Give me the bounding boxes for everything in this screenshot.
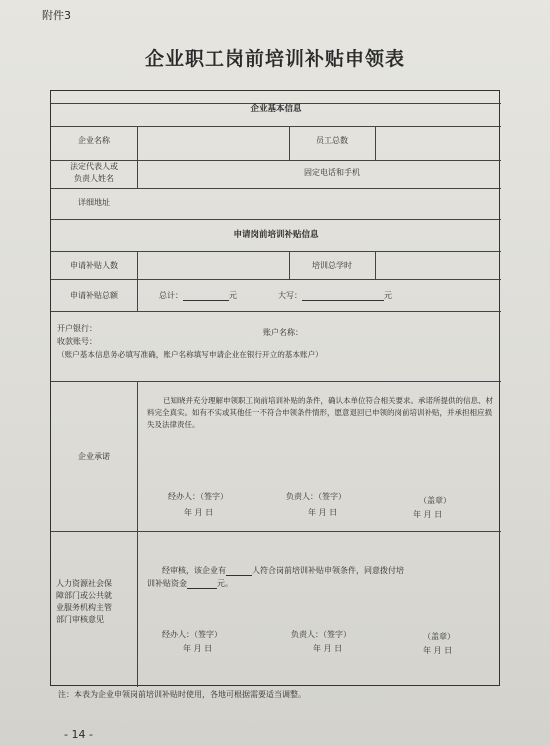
section-title-company-info: 企业基本信息 [250,104,302,114]
commitment-seal: （盖章） [419,496,451,505]
review-text-a: 经审核，该企业有 [162,566,226,575]
review-date-2: 年 月 日 [313,644,343,653]
review-handler-signature: 经办人：（签字） [162,630,222,639]
yuan-unit: 元 [229,291,237,300]
total-amount-field [159,290,237,301]
yuan-unit-2: 元 [384,291,392,300]
review-label [56,578,112,626]
review-date-1: 年 月 日 [183,644,213,653]
label-applicant-count: 申请补贴人数 [70,261,118,270]
review-principal-signature: 负责人：（签字） [291,630,351,639]
page-number: - 14 - [64,728,93,741]
label-account-number: 收款账号： [57,337,97,346]
label-legal-rep-line2: 负责人姓名 [74,174,114,183]
label-address: 详细地址 [78,198,110,207]
footnote: 注：本表为企业申领岗前培训补贴时使用，各地可根据需要适当调整。 [58,690,306,699]
attachment-number: 附件3 [42,9,71,22]
review-date-3: 年 月 日 [423,646,453,655]
bank-note: （账户基本信息务必填写准确，账户名称填写申请企业在银行开立的基本账户） [57,350,323,359]
review-label-line-1: 人力资源社会保 [56,579,112,588]
label-bank: 开户银行： [57,324,97,333]
commitment-date-3: 年 月 日 [413,510,443,519]
commitment-date-2: 年 月 日 [308,508,338,517]
review-text-line-1 [162,565,404,576]
review-text-line-2 [147,578,233,589]
capital-prefix: 大写： [278,291,302,300]
label-training-hours: 培训总学时 [312,261,352,270]
label-subsidy-amount: 申请补贴总额 [70,291,118,300]
label-phone: 固定电话和手机 [304,168,360,177]
review-label-line-3: 业服务机构主管 [56,603,112,612]
section-title-subsidy-info: 申请岗前培训补贴信息 [233,230,319,240]
label-company-name: 企业名称 [78,136,110,145]
total-prefix: 总计： [159,291,183,300]
capital-amount-field [278,290,392,301]
commitment-handler-signature: 经办人：（签字） [168,492,228,501]
label-company-commitment: 企业承诺 [78,452,110,461]
commitment-date-1: 年 月 日 [184,508,214,517]
review-text-d: 元。 [217,579,233,588]
review-seal: （盖章） [423,632,455,641]
review-text-b: 人符合岗前培训补贴申领条件，同意拨付培 [252,566,404,575]
review-label-line-4: 部门审核意见 [56,615,104,624]
form-title: 企业职工岗前培训补贴申领表 [144,48,405,70]
label-employee-count: 员工总数 [316,136,348,145]
label-account-name: 账户名称： [263,328,303,337]
commitment-text: 已知晓并充分理解申领职工岗前培训补贴的条件，确认本单位符合相关要求。承诺所提供的信息、材料完全真实。如有不实或其他任一不符合申领条件情形，愿意退回已申领的岗前培训补贴，并承担相应损失及法律责任。 [147,396,493,429]
label-legal-rep-line1: 法定代表人或 [70,162,118,171]
application-form-table [50,90,500,686]
commitment-principal-signature: 负责人：（签字） [286,492,346,501]
review-label-line-2: 障部门或公共就 [56,591,112,600]
review-text-c: 训补贴资金 [147,579,187,588]
